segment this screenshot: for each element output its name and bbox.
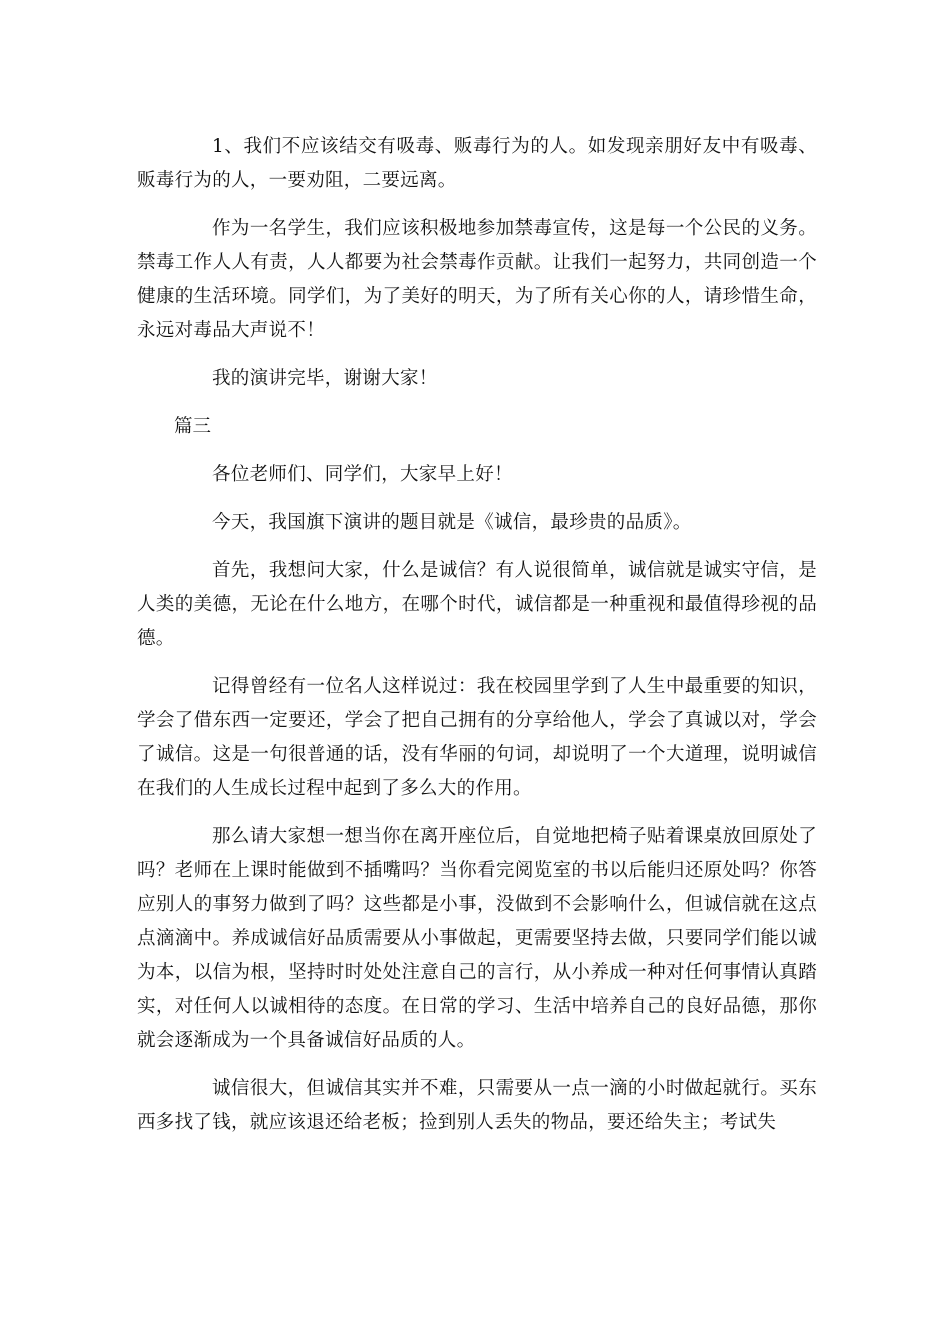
paragraph: 首先，我想问大家，什么是诚信？有人说很简单，诚信就是诚实守信，是人类的美德，无论在什么地方，在哪个时代，诚信都是一种重视和最值得珍视的品德。 [137, 560, 817, 649]
paragraph: 那么请大家想一想当你在离开座位后，自觉地把椅子贴着课桌放回原处了吗？老师在上课时能做到不插嘴吗？当你看完阅览室的书以后能归还原处吗？你答应别人的事努力做到了吗？这些都是小事，没做到不会影响什么，但诚信就在这点点滴滴中。养成诚信好品质需要从小事做起，更需要坚持去做，只要同学们能以诚为本，以信为根，坚持时时处处注意自己的言行，从小养成一种对任何事情认真踏实，对任何人以诚相待的态度。在日常的学习、生活中培养自己的良好品德，那你就会逐渐成为一个具备诚信好品质的人。 [137, 826, 817, 1051]
paragraph: 我的演讲完毕，谢谢大家！ [212, 368, 438, 389]
paragraph: 诚信很大，但诚信其实并不难，只需要从一点一滴的小时做起就行。买东西多找了钱，就应该退还给老板；捡到别人丢失的物品，要还给失主；考试失 [137, 1078, 817, 1133]
paragraph: 作为一名学生，我们应该积极地参加禁毒宣传，这是每一个公民的义务。禁毒工作人人有责，人人都要为社会禁毒作贡献。让我们一起努力，共同创造一个健康的生活环境。同学们，为了美好的明天，为了所有关心你的人，请珍惜生命，永远对毒品大声说不！ [137, 218, 817, 341]
paragraph: 各位老师们、同学们，大家早上好！ [212, 464, 513, 485]
paragraph: 今天，我国旗下演讲的题目就是《诚信，最珍贵的品质》。 [212, 512, 692, 533]
paragraph: 记得曾经有一位名人这样说过：我在校园里学到了人生中最重要的知识，学会了借东西一定要还，学会了把自己拥有的分享给他人，学会了真诚以对，学会了诚信。这是一句很普通的话，没有华丽的句词，却说明了一个大道理，说明诚信在我们的人生成长过程中起到了多么大的作用。 [137, 676, 817, 799]
paragraph: 1、我们不应该结交有吸毒、贩毒行为的人。如发现亲朋好友中有吸毒、贩毒行为的人，一要劝阻，二要远离。 [137, 136, 817, 191]
document-body [137, 130, 817, 1154]
section-heading: 篇三 [174, 416, 212, 437]
